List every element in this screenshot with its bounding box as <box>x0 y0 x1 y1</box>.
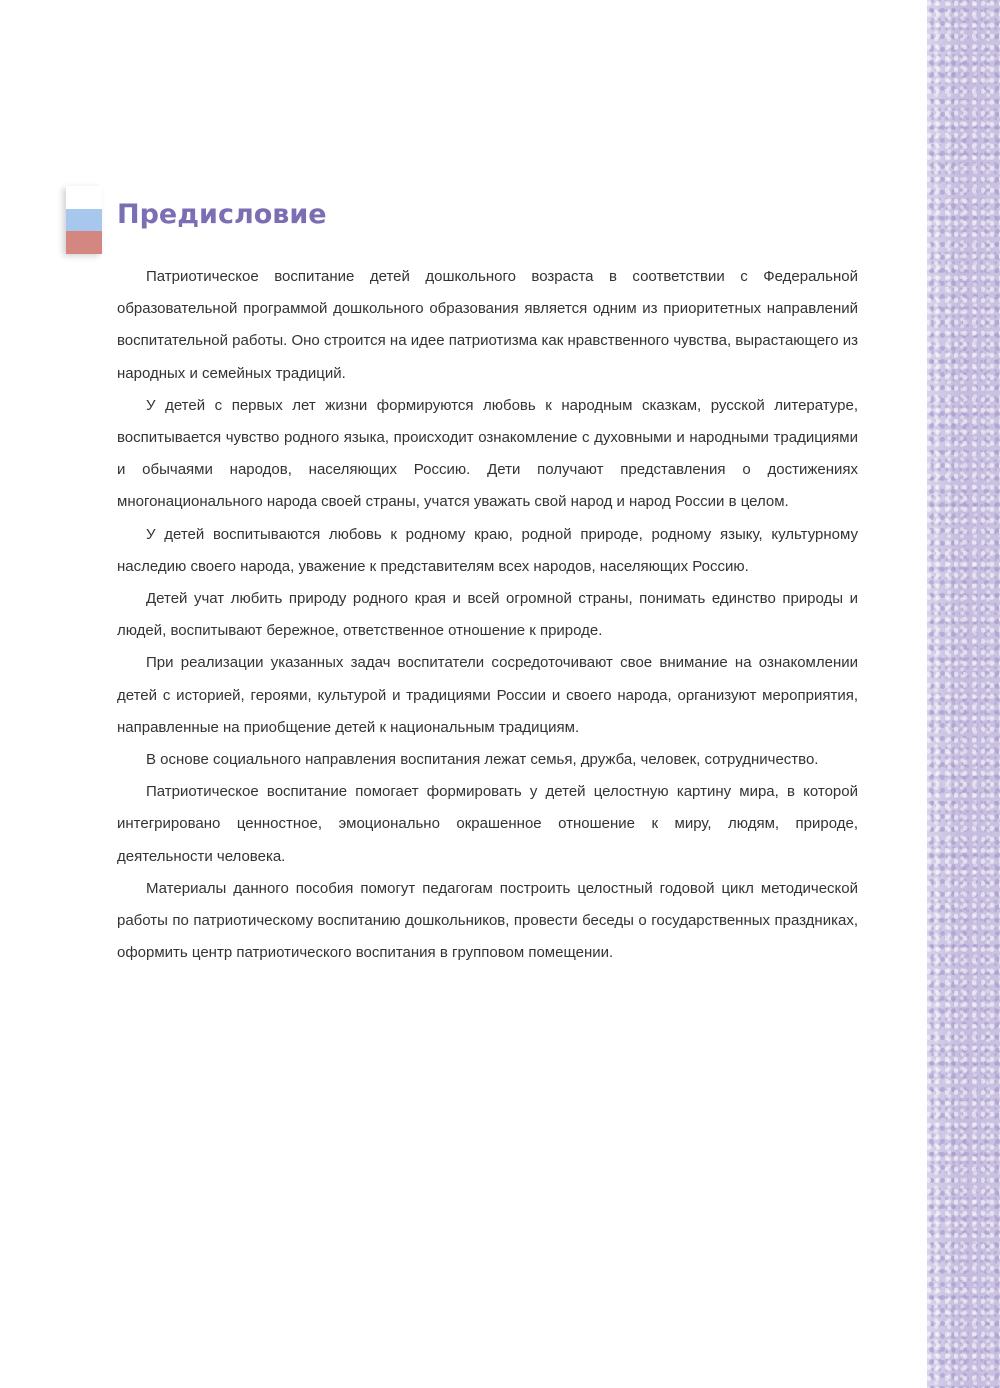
paragraph: При реализации указанных задач воспитатели сосредоточивают свое внимание на ознакомлении детей с историей, героями, культурой и традициями России и своего народа, организуют мероприятия, направленные на приобщение детей к национальным традициям. <box>117 654 858 736</box>
paragraph: У детей воспитываются любовь к родному краю, родной природе, родному языку, культурному наследию своего народа, уважение к представителям всех народов, населяющих Россию. <box>117 525 858 575</box>
flag-stripe-blue <box>66 209 102 232</box>
decorative-side-band <box>927 0 1000 1388</box>
page-title: Предисловие <box>117 199 327 230</box>
paragraph: Детей учат любить природу родного края и всей огромной страны, понимать единство природы и людей, воспитывают бережное, ответственное отношение к природе. <box>117 590 858 640</box>
russian-flag-icon <box>66 186 102 254</box>
flag-stripe-white <box>66 186 102 209</box>
paragraph: В основе социального направления воспитания лежат семья, дружба, человек, сотрудничество. <box>146 751 819 769</box>
paragraph: Патриотическое воспитание детей дошкольного возраста в соответствии с Федеральной образовательной программой дошкольного образования является одним из приоритетных направлений воспитательной работы. Оно строится на идее патриотизма как нравственного чувства, вырастающего из народных и семейных традиций. <box>117 268 858 382</box>
paragraph: Патриотическое воспитание помогает формировать у детей целостную картину мира, в которой интегрировано ценностное, эмоционально окрашенное отношение к миру, людям, природе, деятельности человека. <box>117 783 858 865</box>
flag-stripe-red <box>66 231 102 254</box>
paragraph: У детей с первых лет жизни формируются любовь к народным сказкам, русской литературе, воспитывается чувство родного языка, происходит ознакомление с духовными и народными традициями и обычаями народов, населяющих Россию. Дети получают представления о достижениях многонационального народа своей страны, учатся уважать свой народ и народ России в целом. <box>117 396 858 511</box>
paragraph: Материалы данного пособия помогут педагогам построить целостный годовой цикл методической работы по патриотическому воспитанию дошкольников, провести беседы о государственных праздниках, оформить центр патриотического воспитания в групповом помещении. <box>117 879 858 962</box>
preface-body <box>117 261 858 969</box>
